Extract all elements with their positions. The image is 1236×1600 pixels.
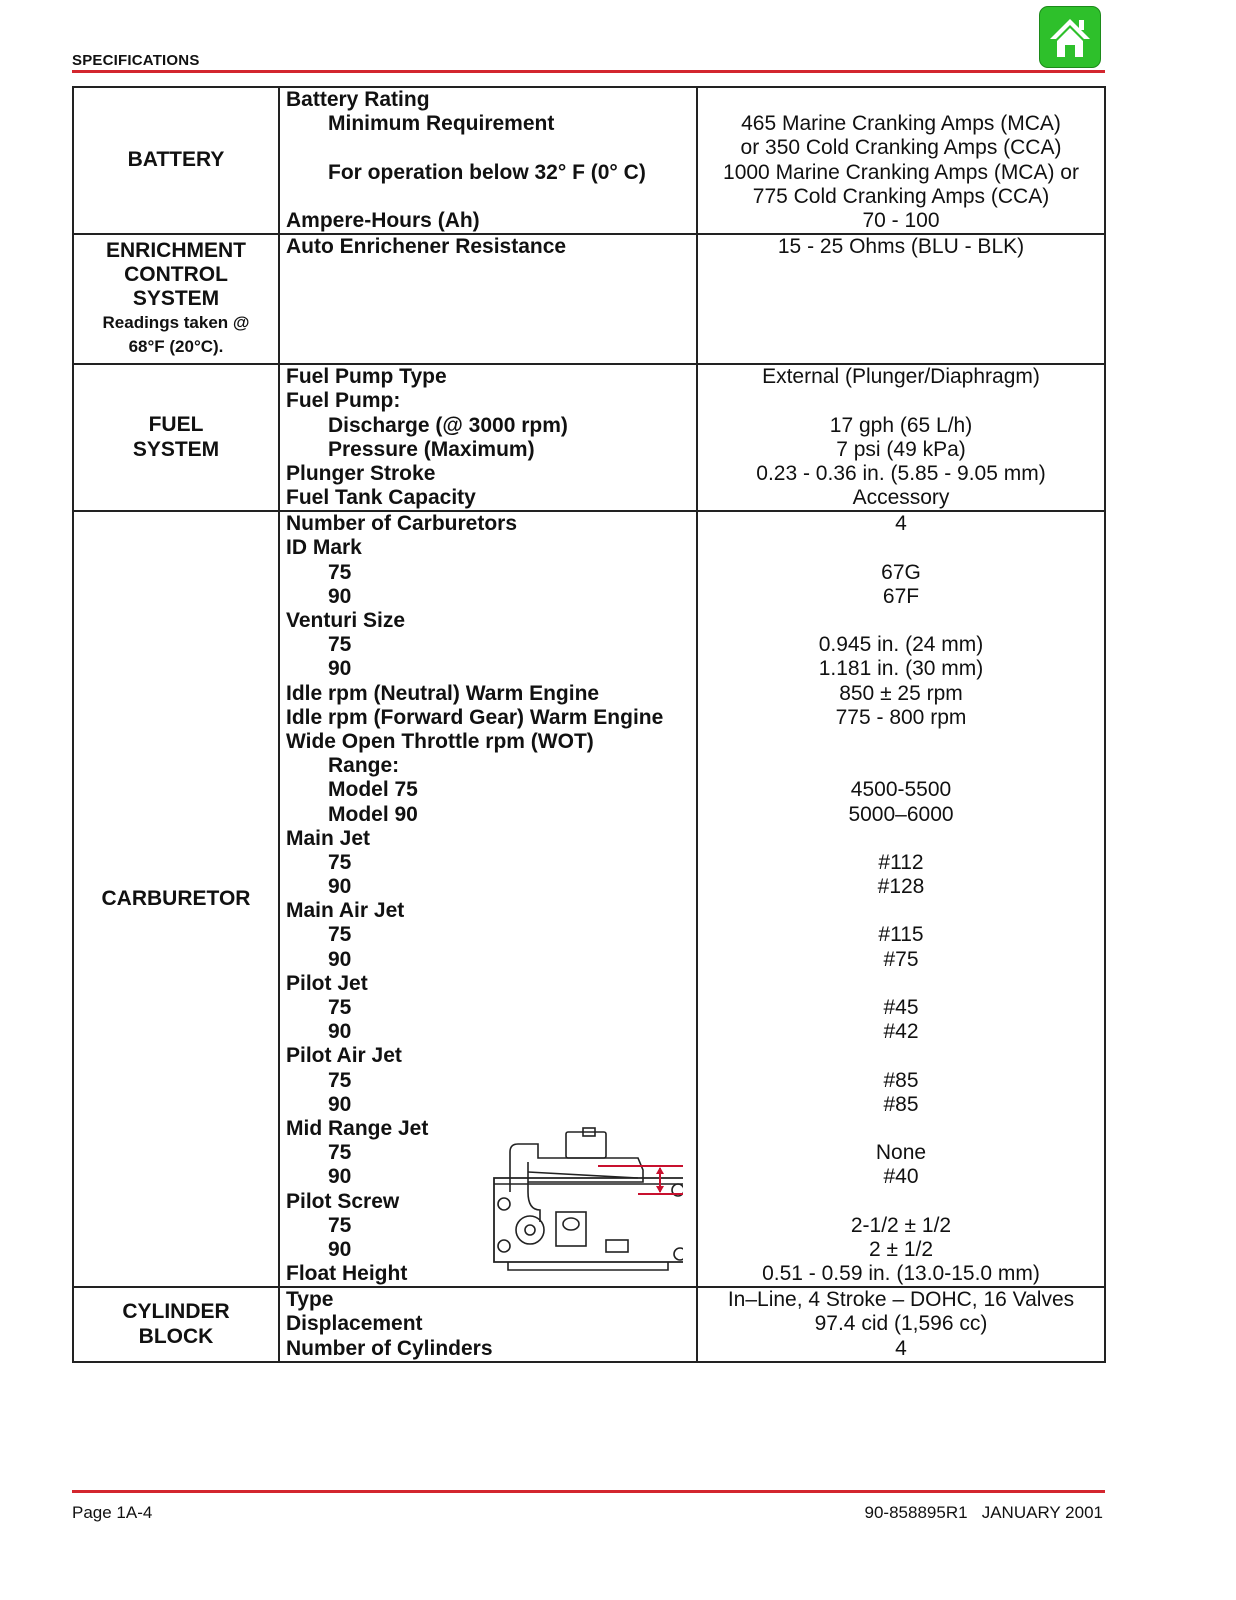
parameter-label: 90 bbox=[328, 1092, 352, 1116]
spec-value: 2 ± 1/2 bbox=[868, 1237, 934, 1261]
parameter-label: Ampere-Hours (Ah) bbox=[286, 208, 480, 232]
parameter-cell bbox=[279, 1287, 697, 1362]
category-cell bbox=[73, 234, 279, 364]
parameter-label: Pilot Screw bbox=[286, 1189, 400, 1213]
spec-section-row bbox=[73, 234, 1105, 364]
spec-value bbox=[698, 754, 1104, 778]
spec-value bbox=[698, 536, 1104, 560]
spec-value: In–Line, 4 Stroke – DOHC, 16 Valves bbox=[727, 1288, 1075, 1312]
parameter-label: 75 bbox=[328, 923, 352, 947]
category-label: FUEL bbox=[148, 413, 204, 437]
spec-value: 67G bbox=[881, 560, 921, 584]
spec-value: 4500-5500 bbox=[850, 778, 952, 802]
value-cell bbox=[697, 364, 1105, 511]
parameter-label: Main Jet bbox=[286, 826, 371, 850]
category-label: SYSTEM bbox=[132, 437, 220, 461]
spec-value: #40 bbox=[883, 1165, 919, 1189]
specifications-table bbox=[72, 86, 1106, 1363]
home-icon bbox=[1046, 13, 1094, 61]
parameter-label: Discharge (@ 3000 rpm) bbox=[328, 413, 568, 437]
parameter-label: For operation below 32° F (0° C) bbox=[328, 160, 646, 184]
spec-value: 5000–6000 bbox=[848, 802, 954, 826]
parameter-cell bbox=[279, 511, 697, 1287]
spec-value bbox=[698, 827, 1104, 851]
category-label: BLOCK bbox=[138, 1324, 214, 1348]
spec-value bbox=[698, 972, 1104, 996]
spec-value bbox=[698, 1044, 1104, 1068]
parameter-label: Idle rpm (Neutral) Warm Engine bbox=[286, 681, 600, 705]
category-label: SYSTEM bbox=[132, 287, 220, 311]
spec-value: #128 bbox=[877, 875, 925, 899]
page-number: Page 1A-4 bbox=[72, 1503, 153, 1522]
parameter-label bbox=[286, 185, 696, 209]
parameter-label: Float Height bbox=[286, 1262, 408, 1286]
spec-value bbox=[698, 1190, 1104, 1214]
parameter-label: Model 90 bbox=[328, 802, 418, 826]
spec-value: 15 - 25 Ohms (BLU - BLK) bbox=[777, 235, 1025, 259]
parameter-label: Idle rpm (Forward Gear) Warm Engine bbox=[286, 705, 664, 729]
parameter-label: Fuel Tank Capacity bbox=[286, 486, 476, 510]
parameter-label: Type bbox=[286, 1288, 334, 1312]
parameter-label: 90 bbox=[328, 584, 352, 608]
parameter-label: Pilot Air Jet bbox=[286, 1044, 402, 1068]
carburetor-float-height-diagram bbox=[488, 1122, 683, 1280]
parameter-label: Plunger Stroke bbox=[286, 461, 436, 485]
spec-value bbox=[698, 609, 1104, 633]
spec-section-row bbox=[73, 1287, 1105, 1362]
parameter-label: Minimum Requirement bbox=[328, 112, 555, 136]
spec-value: #85 bbox=[883, 1068, 919, 1092]
category-label: ENRICHMENT bbox=[106, 238, 246, 262]
spec-value: 7 psi (49 kPa) bbox=[836, 437, 966, 461]
parameter-label: 90 bbox=[328, 1020, 352, 1044]
spec-value: or 350 Cold Cranking Amps (CCA) bbox=[740, 136, 1062, 160]
parameter-label: Venturi Size bbox=[286, 609, 406, 632]
spec-value: 2-1/2 ± 1/2 bbox=[850, 1213, 952, 1237]
parameter-label: Fuel Pump Type bbox=[286, 365, 447, 389]
spec-value: 0.51 - 0.59 in. (13.0-15.0 mm) bbox=[762, 1262, 1040, 1286]
parameter-label: 90 bbox=[328, 657, 352, 681]
spec-value: 0.945 in. (24 mm) bbox=[818, 633, 984, 657]
parameter-label: Wide Open Throttle rpm (WOT) bbox=[286, 729, 594, 753]
parameter-cell bbox=[279, 234, 697, 364]
category-cell bbox=[73, 1287, 279, 1362]
spec-value: 850 ± 25 rpm bbox=[839, 681, 963, 705]
spec-value: 1.181 in. (30 mm) bbox=[818, 657, 984, 681]
value-cell bbox=[697, 234, 1105, 364]
spec-value bbox=[698, 389, 1104, 413]
category-cell bbox=[73, 87, 279, 234]
parameter-label: 75 bbox=[328, 560, 352, 584]
document-id: 90-858895R1 JANUARY 2001 bbox=[864, 1503, 1103, 1522]
parameter-label: 75 bbox=[328, 1141, 352, 1165]
spec-value: #75 bbox=[883, 947, 919, 971]
spec-value: #85 bbox=[883, 1092, 919, 1116]
section-title: SPECIFICATIONS bbox=[72, 52, 200, 69]
spec-value bbox=[698, 1117, 1104, 1141]
parameter-label: 90 bbox=[328, 1237, 352, 1261]
parameter-cell bbox=[279, 364, 697, 511]
spec-value: None bbox=[875, 1141, 927, 1165]
spec-section-row bbox=[73, 511, 1105, 1287]
category-label: BATTERY bbox=[127, 148, 225, 172]
parameter-label bbox=[286, 136, 696, 160]
parameter-label: Battery Rating bbox=[286, 88, 430, 111]
spec-section-row bbox=[73, 364, 1105, 511]
category-label: CARBURETOR bbox=[101, 887, 251, 911]
parameter-label: Number of Cylinders bbox=[286, 1336, 493, 1360]
spec-value: 775 - 800 rpm bbox=[835, 705, 967, 729]
category-note: Readings taken @ bbox=[102, 313, 250, 333]
category-label: CONTROL bbox=[124, 262, 228, 286]
parameter-label: Number of Carburetors bbox=[286, 512, 518, 536]
parameter-label: Main Air Jet bbox=[286, 899, 405, 923]
parameter-label: 75 bbox=[328, 996, 352, 1019]
parameter-label: 75 bbox=[328, 633, 352, 657]
spec-value: 97.4 cid (1,596 cc) bbox=[814, 1312, 988, 1336]
spec-value: 775 Cold Cranking Amps (CCA) bbox=[752, 184, 1050, 208]
spec-value: 70 - 100 bbox=[862, 208, 940, 232]
spec-value: 67F bbox=[882, 584, 920, 608]
spec-value bbox=[698, 88, 1104, 112]
category-cell bbox=[73, 511, 279, 1287]
parameter-label: Fuel Pump: bbox=[286, 389, 401, 413]
spec-value: 0.23 - 0.36 in. (5.85 - 9.05 mm) bbox=[756, 461, 1046, 485]
parameter-label: Auto Enrichener Resistance bbox=[286, 235, 567, 259]
category-note: 68°F (20°C). bbox=[128, 337, 224, 357]
footer-rule bbox=[72, 1490, 1105, 1493]
spec-value: 465 Marine Cranking Amps (MCA) bbox=[741, 112, 1061, 136]
spec-value: 1000 Marine Cranking Amps (MCA) or bbox=[723, 160, 1079, 184]
parameter-label: 90 bbox=[328, 875, 352, 899]
spec-value: #115 bbox=[878, 923, 924, 947]
parameter-label: Mid Range Jet bbox=[286, 1116, 429, 1140]
category-label: CYLINDER bbox=[122, 1300, 230, 1324]
category-cell bbox=[73, 364, 279, 511]
parameter-label: 75 bbox=[328, 1068, 352, 1092]
spec-value bbox=[698, 730, 1104, 754]
header-rule bbox=[72, 70, 1105, 73]
parameter-label: 75 bbox=[328, 1213, 352, 1237]
parameter-label: Pressure (Maximum) bbox=[328, 437, 535, 461]
spec-value: #112 bbox=[878, 850, 924, 874]
parameter-label: 90 bbox=[328, 1165, 352, 1189]
spec-section-row bbox=[73, 87, 1105, 234]
parameter-label: 90 bbox=[328, 947, 352, 971]
parameter-cell bbox=[279, 87, 697, 234]
spec-value: External (Plunger/Diaphragm) bbox=[762, 365, 1040, 389]
spec-value: 4 bbox=[895, 512, 907, 536]
spec-value: 4 bbox=[895, 1336, 907, 1360]
parameter-label: Model 75 bbox=[328, 778, 418, 802]
parameter-label: ID Mark bbox=[286, 536, 362, 560]
spec-value: #45 bbox=[883, 996, 919, 1019]
parameter-label: Displacement bbox=[286, 1312, 423, 1336]
spec-value: Accessory bbox=[852, 486, 950, 510]
spec-value: 17 gph (65 L/h) bbox=[829, 413, 973, 437]
parameter-label: Range: bbox=[328, 754, 400, 778]
spec-value: #42 bbox=[883, 1020, 919, 1044]
value-cell bbox=[697, 1287, 1105, 1362]
parameter-label: Pilot Jet bbox=[286, 971, 368, 995]
spec-value bbox=[698, 899, 1104, 923]
value-cell bbox=[697, 511, 1105, 1287]
home-button[interactable] bbox=[1039, 6, 1101, 68]
parameter-label: 75 bbox=[328, 850, 352, 874]
value-cell bbox=[697, 87, 1105, 234]
